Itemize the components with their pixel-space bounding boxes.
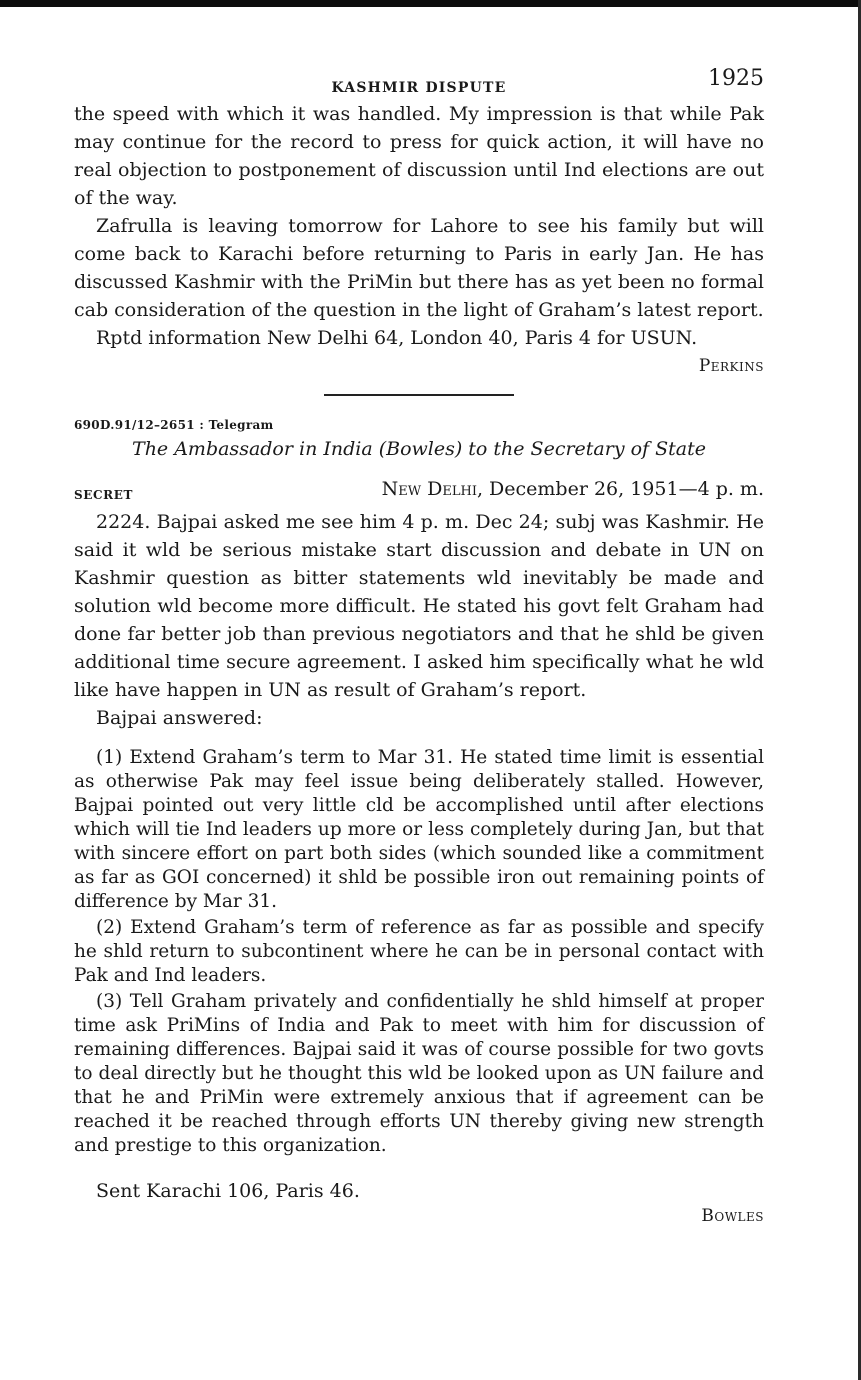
continuation-paragraph: the speed with which it was handled. My impression is that while Pak may continue for the record to press for quick action, it will have no real objection to postponement of discussion until Ind elections are out of the way. xyxy=(74,103,764,209)
dateline-date: December 26, 1951—4 p. m. xyxy=(489,478,764,500)
numbered-item-1: (1) Extend Graham’s term to Mar 31. He stated time limit is essential as otherwise Pak may feel issue being deliberately stalled. However, Bajpai pointed out very little cld be accomplished until after elections which will tie Ind leaders up more or less completely during Jan, but that with sincere effort on part both sides (which sounded like a commitment as far as GOI concerned) it shld be possible iron out remaining points of difference by Mar 31. xyxy=(74,747,764,912)
document-heading: The Ambassador in India (Bowles) to the Secretary of State xyxy=(132,438,706,460)
numbered-item-3: (3) Tell Graham privately and confidentially he shld himself at proper time ask PriMins of India and Pak to meet with him for discussion of remaining differences. Bajpai said it was of course possible for two govts to deal directly but he thought this wld be looked upon as UN failure and that he and PriMin were extremely anxious that if agreement can be reached it be reached through efforts UN thereby giving new strength and prestige to this organization. xyxy=(74,991,764,1156)
telegram-paragraph: 2224. Bajpai asked me see him 4 p. m. Dec 24; subj was Kashmir. He said it wld be serious mistake start discussion and debate in UN on Kashmir question as bitter statements wld inevitably be made and solution wld become more difficult. He stated his govt felt Graham had done far better job than previous negotiators and that he shld be given additional time secure agreement. I asked him specifically what he wld like have happen in UN as result of Graham’s report. xyxy=(74,511,764,701)
signature-bowles: Bowles xyxy=(701,1206,764,1226)
numbered-item-2: (2) Extend Graham’s term of reference as far as possible and specify he shld return to subcontinent where he can be in personal contact with Pak and Ind leaders. xyxy=(74,917,764,986)
running-title: KASHMIR DISPUTE xyxy=(331,80,507,96)
dateline-row xyxy=(74,478,764,508)
document-bowles xyxy=(74,418,764,1226)
zafrulla-paragraph: Zafrulla is leaving tomorrow for Lahore to see his family but will come back to Karachi before returning to Paris in early Jan. He has discussed Kashmir with the PriMin but there has as yet been no formal cab consideration of the question in the light of Graham’s latest report. xyxy=(74,215,764,321)
page-number: 1925 xyxy=(708,66,764,91)
document-page xyxy=(74,60,764,1226)
dateline-place: New Delhi, xyxy=(381,478,483,500)
document-reference: 690D.91/12–2651 : Telegram xyxy=(74,418,274,432)
classification-label: SECRET xyxy=(74,488,134,502)
dateline xyxy=(382,478,764,500)
document-perkins xyxy=(74,100,764,376)
section-divider xyxy=(324,394,514,396)
answered-line: Bajpai answered: xyxy=(96,707,263,729)
running-header xyxy=(74,60,764,100)
repeated-info-paragraph: Rptd information New Delhi 64, London 40, Paris 4 for USUN. xyxy=(96,327,698,349)
signature-perkins: Perkins xyxy=(698,356,764,376)
sent-line: Sent Karachi 106, Paris 46. xyxy=(96,1180,360,1202)
top-edge-rule xyxy=(0,0,861,7)
